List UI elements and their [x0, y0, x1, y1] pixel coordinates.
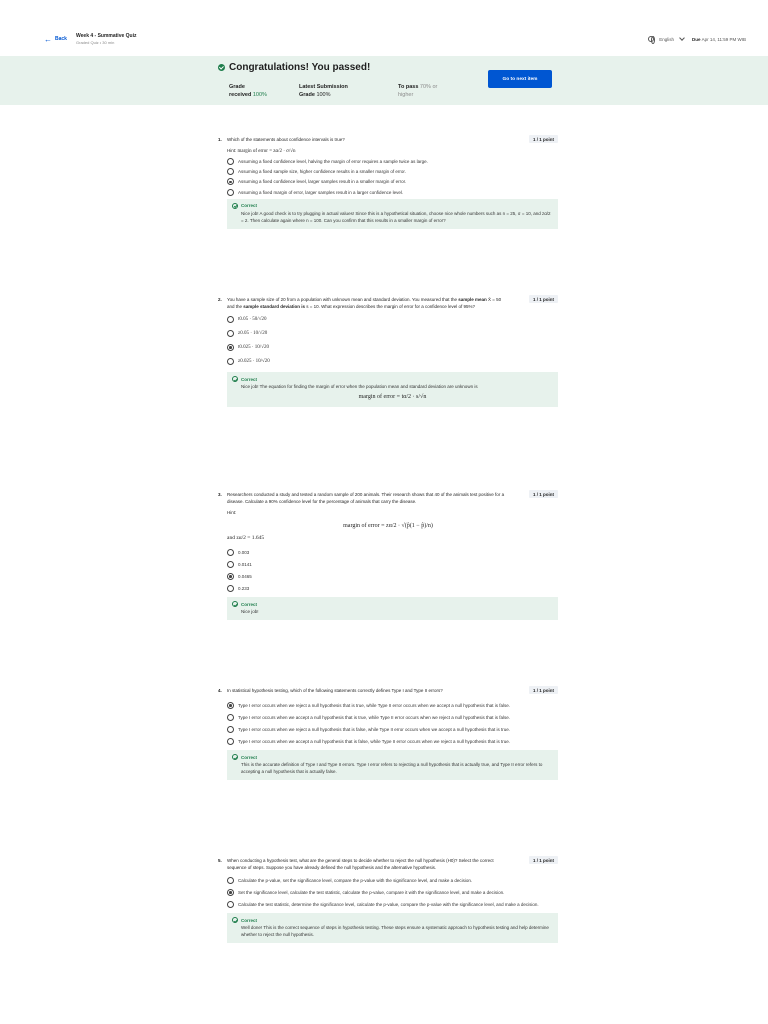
radio-button[interactable]	[227, 158, 234, 165]
question-number: 3.	[218, 492, 222, 497]
radio-button-selected[interactable]	[227, 889, 234, 896]
radio-button[interactable]	[227, 726, 234, 733]
question-5	[218, 857, 558, 943]
question-text: Researchers conducted a study and tested a random sample of 200 animals. Their research shows that 40 of the animals test positive for a disease. Calculate a 90% confidence level for the percentage of animals that carry the disease.	[227, 492, 505, 504]
question-text: You have a sample size of 20 from a population with unknown mean and standard deviation. You measured that the sample mean X̄ = 50 and the sample standard deviation is s = 10. What expression describes the margin of error for a confidence level of 95%?	[227, 297, 502, 309]
question-text: In statistical hypothesis testing, which of the following statements correctly defines Type I and Type II errors?	[227, 688, 443, 693]
radio-button[interactable]	[227, 738, 234, 745]
radio-button-selected[interactable]	[227, 178, 234, 185]
pass-threshold: To pass 70% or higher	[398, 84, 438, 98]
points-badge: 1 / 1 point	[529, 686, 558, 694]
option[interactable]: Assuming a fixed confidence level, halving the margin of error requires a sample twice as large.	[227, 158, 558, 165]
grade-stats	[229, 83, 468, 99]
question-2	[218, 296, 558, 407]
options	[227, 702, 558, 745]
option[interactable]: Set the significance level, calculate the test statistic, calculate the p-value, compare it with the significance level, and make a decision.	[227, 889, 558, 896]
option[interactable]: Calculate the p-value, set the significance level, compare the p-value with the significance level, and make a decision.	[227, 877, 558, 884]
hint-extra: and zα/2 = 1.645	[227, 535, 265, 541]
header-right	[648, 36, 746, 42]
option[interactable]: 0.003	[227, 549, 558, 556]
radio-button[interactable]	[227, 189, 234, 196]
option[interactable]: Type I error occurs when we accept a null hypothesis that is false, while Type II error occurs when we reject a null hypothesis that is true.	[227, 738, 558, 745]
question-number: 4.	[218, 688, 222, 693]
options	[227, 549, 558, 592]
check-circle-icon	[218, 64, 225, 71]
radio-button-selected[interactable]	[227, 702, 234, 709]
question-3	[218, 491, 558, 620]
language-selector[interactable]: English	[659, 36, 675, 42]
go-to-next-item-button[interactable]: Go to next item	[488, 70, 552, 88]
feedback-correct: Correct Nice job!	[227, 597, 558, 620]
radio-button[interactable]	[227, 549, 234, 556]
radio-button[interactable]	[227, 901, 234, 908]
question-text: When conducting a hypothesis test, what are the general steps to decide whether to reject the null hypothesis (H0)? Select the correct sequence of steps. Suppose you have already defined the null hypothesis and the alternative hypothesis.	[227, 858, 494, 870]
option[interactable]: z0.05 · 10/√20	[227, 330, 558, 337]
option[interactable]: Assuming a fixed margin of error, larger samples result in a larger confidence level.	[227, 189, 558, 196]
option[interactable]: Type I error occurs when we reject a null hypothesis that is true, while Type II error occurs when we accept a null hypothesis that is false.	[227, 702, 558, 709]
globe-icon	[648, 36, 654, 42]
radio-button[interactable]	[227, 877, 234, 884]
radio-button[interactable]	[227, 316, 234, 323]
option[interactable]: 0.0141	[227, 561, 558, 568]
feedback-formula: margin of error = tα/2 · s/√n	[358, 394, 427, 400]
options	[227, 877, 558, 908]
result-banner	[0, 56, 768, 105]
back-button[interactable]	[44, 36, 67, 42]
radio-button[interactable]	[227, 585, 234, 592]
option[interactable]: Type I error occurs when we accept a null hypothesis that is true, while Type II error occurs when we reject a null hypothesis that is false.	[227, 714, 558, 721]
check-circle-icon	[232, 376, 238, 382]
radio-button[interactable]	[227, 714, 234, 721]
radio-button[interactable]	[227, 561, 234, 568]
radio-button[interactable]	[227, 168, 234, 175]
points-badge: 1 / 1 point	[529, 490, 558, 498]
quiz-title: Week 4 - Summative Quiz	[76, 33, 137, 39]
due-date: Due Apr 14, 11:59 PM WIB	[692, 36, 746, 42]
options	[227, 158, 558, 196]
check-circle-icon	[232, 601, 238, 607]
quiz-subtitle: Graded Quiz • 30 min	[76, 40, 115, 45]
option[interactable]: Calculate the test statistic, determine the significance level, calculate the p-value, compare the p-value with the significance level, and make a decision.	[227, 901, 558, 908]
check-circle-icon	[232, 917, 238, 923]
question-number: 5.	[218, 858, 222, 863]
grade-received: Grade received 100%	[229, 84, 267, 98]
question-number: 1.	[218, 137, 222, 142]
hint-label: Hint:	[227, 510, 237, 515]
question-number: 2.	[218, 297, 222, 302]
question-text: Which of the statements about confidence intervals is true?	[227, 137, 345, 142]
radio-button[interactable]	[227, 358, 234, 365]
option[interactable]: Assuming a fixed sample size, higher confidence results in a smaller margin of error.	[227, 168, 558, 175]
hint-formula: margin of error = zα/2 · √(p̂(1 − p̂)/n)	[343, 523, 433, 529]
points-badge: 1 / 1 point	[529, 295, 558, 303]
options	[227, 316, 558, 365]
option[interactable]: Assuming a fixed confidence level, larger samples result in a smaller margin of error.	[227, 178, 558, 185]
points-badge: 1 / 1 point	[529, 856, 558, 864]
option[interactable]: 0.233	[227, 585, 558, 592]
feedback-correct: Correct Nice job! The equation for finding the margin of error when the population mean and standard deviation are unknown is margin of error = tα/2 · s/√n	[227, 372, 558, 407]
points-badge: 1 / 1 point	[529, 135, 558, 143]
radio-button-selected[interactable]	[227, 344, 234, 351]
feedback-correct: Correct This is the accurate definition of Type I and Type II errors. Type I error refers to rejecting a null hypothesis that is actually true, and Type II error refers to accepting a null hypothesis that is actually false.	[227, 750, 558, 780]
top-bar	[0, 0, 768, 56]
option[interactable]: t0.025 · 10/√20	[227, 344, 558, 351]
congrats-heading: Congratulations! You passed!	[218, 62, 558, 73]
chevron-down-icon[interactable]	[679, 35, 685, 41]
feedback-correct: Correct Nice job! A good check is to try plugging in actual values! Since this is a hypothetical situation, choose nice whole numbers such as n = 25, σ = 10, and zα/2 = 2. Then calculate again where n = 100. Can you confirm that this results in a smaller margin of error?	[227, 199, 558, 229]
option[interactable]: z0.025 · 10/√20	[227, 358, 558, 365]
radio-button-selected[interactable]	[227, 573, 234, 580]
check-circle-icon	[232, 203, 238, 209]
feedback-correct: Correct Well done! This is the correct sequence of steps in hypothesis testing. These steps ensure a systematic approach to hypothesis testing and help determine whether to reject the null hypothesis.	[227, 913, 558, 943]
arrow-left-icon: ←	[44, 34, 52, 44]
radio-button[interactable]	[227, 330, 234, 337]
question-1	[218, 136, 558, 229]
question-4	[218, 687, 558, 780]
option[interactable]: 0.0465	[227, 573, 558, 580]
latest-submission-grade: Latest Submission Grade 100%	[299, 84, 348, 98]
back-label: Back	[55, 36, 67, 42]
option[interactable]: Type I error occurs when we reject a null hypothesis that is false, while Type II error occurs when we accept a null hypothesis that is true.	[227, 726, 558, 733]
check-circle-icon	[232, 754, 238, 760]
quiz-title-block	[76, 33, 136, 45]
option[interactable]: t0.05 · 50/√20	[227, 316, 558, 323]
hint: Hint: margin of error = zα/2 · σ/√n	[227, 148, 296, 154]
